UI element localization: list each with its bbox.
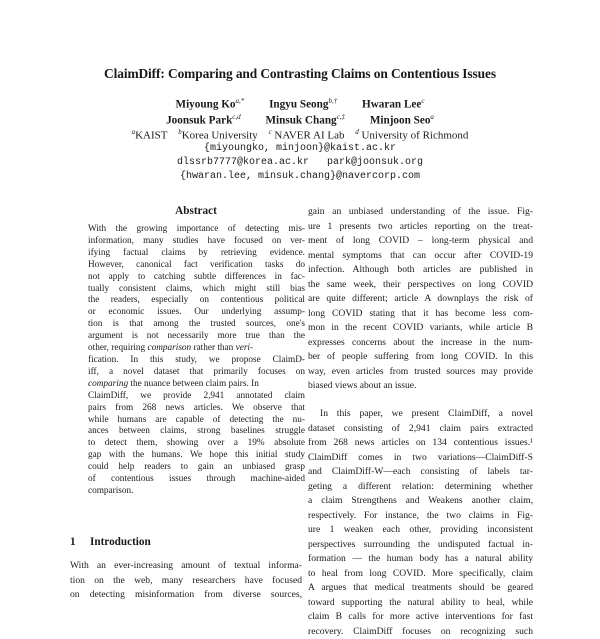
email-line: {miyoungko, minjoon}@kaist.ac.kr — [0, 143, 600, 154]
text-line: expresses concerns about the increase in the num- — [308, 336, 533, 351]
text-line: ment of long COVID – long-term physical and — [308, 234, 533, 249]
text-line: a claim Strengthens and Weakens another claim, — [308, 494, 533, 509]
section-title: Introduction — [90, 536, 151, 548]
section-number: 1 — [70, 536, 90, 548]
abstract-line: other, requiring comparison rather than veri- — [88, 343, 305, 355]
text-line: ure 1 weaken each other, providing inconsistent — [308, 523, 533, 538]
text-line: on detecting misinformation from diverse sources, — [70, 588, 302, 603]
abstract-line: pairs from 268 news articles. We observe that — [88, 403, 305, 415]
abstract-line: could help readers to gain an unbiased grasp — [88, 462, 305, 474]
abstract-line: ances between claims, strong baselines struggle — [88, 426, 305, 438]
abstract-line: to detect them, showing over a 19% absolute — [88, 438, 305, 450]
abstract-line: or economic issues. Our underlying assump- — [88, 307, 305, 319]
abstract-line: tion is that among the trusted sources, one's — [88, 319, 305, 331]
affiliation: $^b$Korea University — [178, 128, 258, 142]
abstract-line: With the growing importance of detecting mis- — [88, 224, 305, 236]
text-line: long COVID stating that it has become less com- — [308, 307, 533, 322]
abstract-heading: Abstract — [70, 205, 322, 217]
affiliation: $^d$ University of Richmond — [355, 128, 468, 142]
text-line: With an ever-increasing amount of textual informa- — [70, 559, 302, 574]
affiliations — [0, 128, 600, 142]
abstract-line: of contentious issues through machine-aided — [88, 474, 305, 486]
author: Miyoung $Ko^{a,*}$ — [176, 97, 245, 111]
abstract-body — [88, 224, 305, 498]
right-column-paragraph-1 — [308, 205, 533, 394]
abstract-line: ClaimDiff, we provide 2,941 annotated claim — [88, 391, 305, 403]
abstract-line: ifying factual claims by retrieving evidence. — [88, 248, 305, 260]
text-line: from 268 news articles on 134 contentious issues.¹ — [308, 436, 533, 451]
text-line: tion on the web, many researchers have focused — [70, 574, 302, 589]
text-line: recovery. ClaimDiff focuses on recognizing such — [308, 625, 533, 639]
text-line: dataset consisting of 2,941 claim pairs extracted — [308, 422, 533, 437]
abstract-line: while humans are capable of detecting the nu- — [88, 415, 305, 427]
text-line: formation — the human body has a natural ability — [308, 552, 533, 567]
author-row-2 — [0, 113, 600, 127]
section-heading — [70, 536, 151, 548]
abstract-line: iff, a novel dataset that primarily focuses on — [88, 367, 305, 379]
author: Minjoon Seo$^a$ — [370, 113, 434, 127]
text-line: mon in the recent COVID variants, while article B — [308, 321, 533, 336]
text-line: respectively. For instance, the two claims in Fig- — [308, 509, 533, 524]
text-line: and ClaimDiff-W—each consisting of labels tar- — [308, 465, 533, 480]
text-line: perspectives surrounding the undisputed factual in- — [308, 538, 533, 553]
abstract-line: fication. In this study, we propose ClaimD- — [88, 355, 305, 367]
abstract-line: tually consistent claims, which might still bias — [88, 284, 305, 296]
text-line: way, even articles from trusted sources may provide — [308, 365, 533, 380]
author: Hwaran Lee$^c$ — [362, 97, 424, 111]
right-column-paragraph-2 — [308, 407, 533, 639]
text-line: to heal from long COVID. More specifically, claim — [308, 567, 533, 582]
text-line: infection. Although both articles are published in — [308, 263, 533, 278]
text-line: claim B calls for more active interventions for fast — [308, 610, 533, 625]
text-line: toward supporting the natural ability to heal, while — [308, 596, 533, 611]
abstract-line: argument is not necessarily more true than the — [88, 331, 305, 343]
abstract-line: information, many studies have focused on ver- — [88, 236, 305, 248]
text-line: biased views about an issue. — [308, 379, 533, 394]
text-line: A argues that medical treatments should be geared — [308, 581, 533, 596]
text-line: are quite different; article A downplays the risk of — [308, 292, 533, 307]
author: Ingyu Seong$^{b,\dagger}$ — [269, 97, 337, 111]
text-line: ber of people suffering from long COVID. In this — [308, 350, 533, 365]
introduction-body — [70, 559, 302, 603]
email-line: dlssrb7777@korea.ac.kr park@joonsuk.org — [0, 157, 600, 168]
author: Joonsuk Park$^{c,d}$ — [166, 113, 241, 127]
abstract-line: not apply to catching subtle differences in fac- — [88, 272, 305, 284]
abstract-line: the readers, especially on contentious political — [88, 295, 305, 307]
affiliation: $^a$KAIST — [132, 128, 168, 142]
author: Minsuk Chang$^{c,\ddagger}$ — [265, 113, 345, 127]
paper-title: ClaimDiff: Comparing and Contrasting Claims on Contentious Issues — [0, 66, 600, 82]
affiliation: $^c$ NAVER AI Lab — [269, 128, 345, 142]
abstract-line: comparison. — [88, 486, 305, 498]
text-line: the same week, their perspectives on long COVID — [308, 278, 533, 293]
text-line: mental symptoms that can occur after COVID-19 — [308, 249, 533, 264]
author-row-1 — [0, 97, 600, 111]
text-line: ure 1 presents two articles reporting on the treat- — [308, 220, 533, 235]
abstract-line: gap with the humans. We hope this initial study — [88, 450, 305, 462]
text-line: ClaimDiff comes in two variations—ClaimDiff-S — [308, 451, 533, 466]
email-line: {hwaran.lee, minsuk.chang}@navercorp.com — [0, 171, 600, 182]
abstract-line: However, canonical fact verification tasks do — [88, 260, 305, 272]
text-line: gain an unbiased understanding of the issue. Fig- — [308, 205, 533, 220]
text-line: geting a different relation: determining whether — [308, 480, 533, 495]
abstract-line: comparing the nuance between claim pairs. In — [88, 379, 305, 391]
text-line: In this paper, we present ClaimDiff, a novel — [308, 407, 533, 422]
